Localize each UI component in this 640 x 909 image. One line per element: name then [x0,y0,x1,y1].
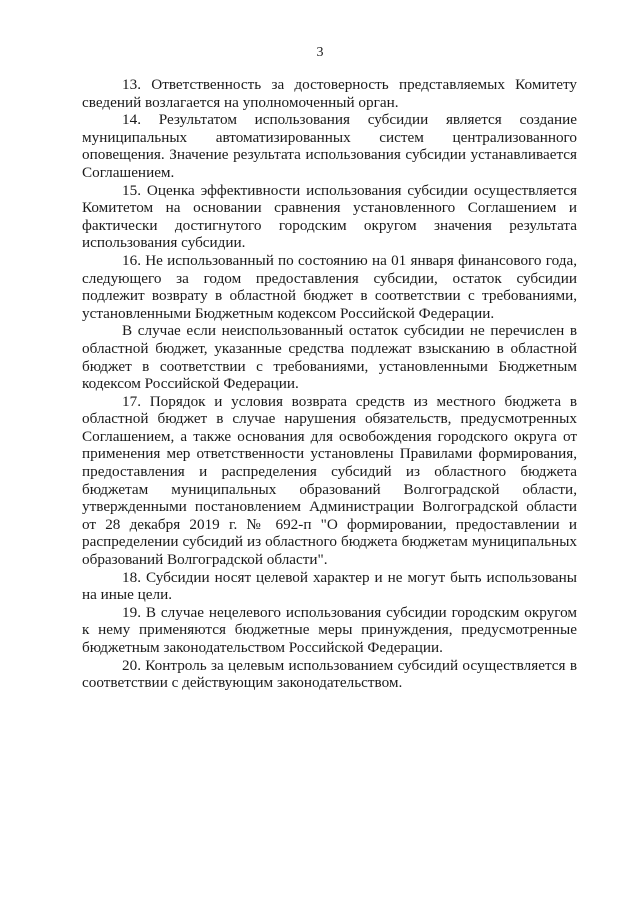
paragraph-18-target-purpose: 18. Субсидии носят целевой характер и не могут быть использованы на иные цели. [82,568,577,604]
document-body [82,76,577,692]
paragraph-20-control: 20. Контроль за целевым использованием субсидий осуществляется в соответствии с действующим законодательством. [82,656,577,692]
paragraph-16-unused-balance: 16. Не использованный по состоянию на 01 января финансового года, следующего за годом предоставления субсидии, остаток субсидии подлежит возврату в областной бюджет в соответствии с требованиями, установленными Бюджетным кодексом Российской Федерации. [82,251,577,322]
paragraph-17-return-procedure: 17. Порядок и условия возврата средств из местного бюджета в областной бюджет в случае нарушения обязательств, предусмотренных Соглашением, а также основания для освобождения городского округа от применения мер ответственности установлены Правилами формирования, предоставления и распределения субсидий из областного бюджета бюджетам муниципальных образований Волгоградской области, утвержденными постановлением Администрации Волгоградской области от 28 декабря 2019 г. № 692-п "О формировании, предоставлении и распределении субсидий из областного бюджета бюджетам муниципальных образований Волгоградской области". [82,392,577,569]
paragraph-16-recovery: В случае если неиспользованный остаток субсидии не перечислен в областной бюджет, указанные средства подлежат взысканию в областной бюджет в соответствии с требованиями, установленными Бюджетным кодексом Российской Федерации. [82,322,577,393]
page-number: 3 [316,45,324,60]
paragraph-14-result: 14. Результатом использования субсидии является создание муниципальных автоматизированных систем централизованного оповещения. Значение результата использования субсидии устанавливается Соглашением. [82,111,577,181]
paragraph-13-responsibility: 13. Ответственность за достоверность представляемых Комитету сведений возлагается на уполномоченный орган. [82,76,577,111]
paragraph-19-misuse: 19. В случае нецелевого использования субсидии городским округом к нему применяются бюджетные меры принуждения, предусмотренные бюджетным законодательством Российской Федерации. [82,603,577,656]
paragraph-15-evaluation: 15. Оценка эффективности использования субсидии осуществляется Комитетом на основании сравнения установленного Соглашением и фактически достигнутого городским округом значения результата использования субсидии. [82,181,577,252]
